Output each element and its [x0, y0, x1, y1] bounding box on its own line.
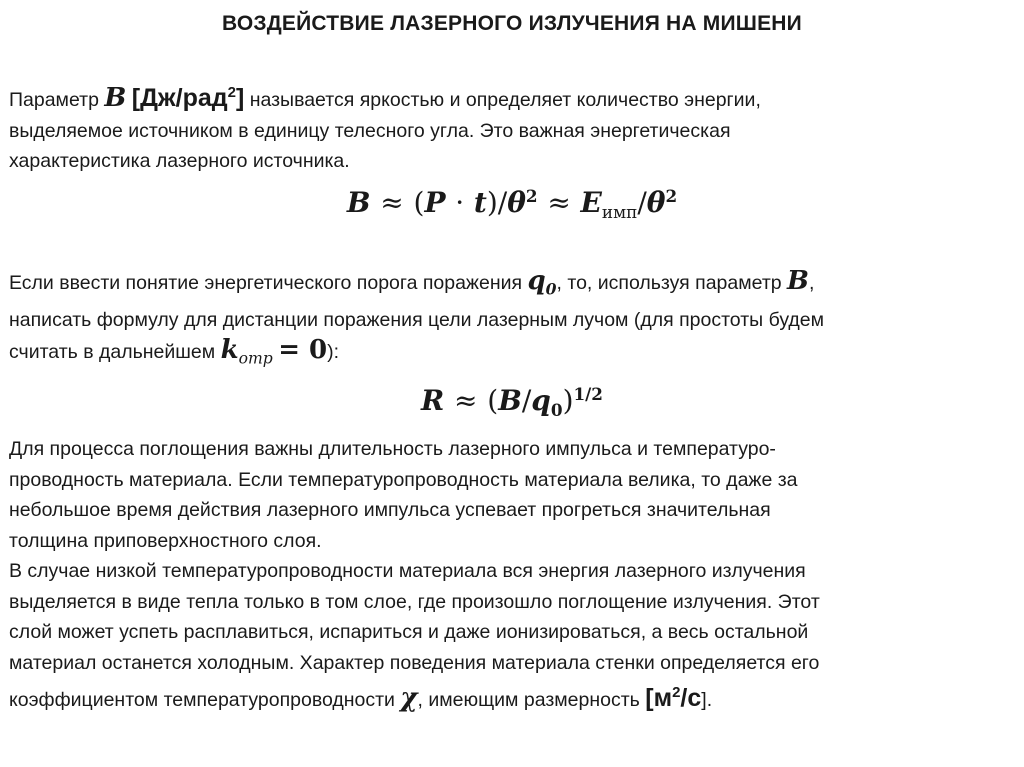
- unit-exponent: 2: [227, 84, 236, 101]
- formula-symbol: P: [424, 186, 446, 220]
- formula-exponent: 1/2: [573, 384, 603, 404]
- text: , то, используя параметр: [556, 272, 782, 294]
- text: называется яркостью и определяет количество энергии,: [249, 89, 761, 111]
- paragraph-line: выделяется в виде тепла только в том слое, где произошло поглощение излучения. Этот: [9, 590, 820, 613]
- formula-symbol: R: [421, 384, 445, 418]
- formula-operator: ≈: [380, 186, 404, 220]
- paragraph-line: характеристика лазерного источника.: [9, 150, 350, 172]
- formula-operator: )/: [486, 186, 508, 220]
- text: ].: [701, 689, 713, 711]
- formula-operator: ≈: [454, 384, 478, 418]
- formula-paren: (: [413, 186, 425, 220]
- formula-paren: ): [562, 384, 574, 418]
- formula-symbol: θ: [507, 186, 526, 220]
- unit-close: /с: [680, 684, 702, 712]
- unit-brightness: [132, 84, 245, 112]
- unit-exponent: 2: [672, 684, 681, 701]
- paragraph-line: [9, 78, 1009, 116]
- formula-equals-zero: = 0: [278, 335, 328, 366]
- symbol-B: B: [787, 266, 810, 296]
- formula-brightness: [0, 186, 1024, 222]
- symbol-subscript: отр: [238, 349, 273, 368]
- symbol-q0: [527, 266, 557, 299]
- formula-symbol: E: [580, 186, 602, 220]
- paragraph-line: проводность материала. Если температуропроводность материала велика, то даже за: [9, 468, 798, 491]
- symbol-k-otr: [220, 335, 273, 368]
- paragraph-absorption: [9, 434, 1009, 716]
- symbol-q: q: [527, 266, 546, 296]
- formula-paren: (: [487, 384, 499, 418]
- paragraph-threshold: [9, 266, 1009, 374]
- formula-exponent: 2: [525, 186, 538, 206]
- paragraph-line: [9, 335, 1009, 374]
- paragraph-line: [9, 266, 1009, 305]
- symbol-k: k: [220, 335, 239, 366]
- formula-symbol: B: [346, 186, 371, 220]
- paragraph-line: слой может успеть расплавиться, испариться и даже ионизироваться, а весь остальной: [9, 621, 809, 643]
- paragraph-line: материал останется холодным. Характер поведения материала стенки определяется его: [9, 651, 820, 674]
- paragraph-line: написать формулу для дистанции поражения цели лазерным лучом (для простоты будем: [9, 308, 825, 331]
- paragraph-line: толщина приповерхностного слоя.: [9, 529, 322, 552]
- formula-symbol: B: [498, 384, 522, 418]
- paragraph-line: небольшое время действия лазерного импульса успевает прогреться значительная: [9, 499, 771, 521]
- formula-subscript: 0: [550, 399, 563, 420]
- symbol-B: B: [104, 83, 127, 113]
- formula-operator: ·: [455, 186, 465, 220]
- unit-open: [м: [645, 684, 673, 712]
- symbol-subscript: 0: [545, 279, 557, 299]
- text: ,: [809, 272, 815, 294]
- formula-symbol: θ: [646, 186, 666, 220]
- text: ):: [327, 341, 340, 364]
- formula-operator: /: [521, 384, 532, 418]
- text: , имеющим размерность: [417, 689, 640, 711]
- formula-operator: /: [637, 186, 647, 220]
- paragraph-brightness: [9, 78, 1009, 177]
- paragraph-line: [9, 678, 1009, 716]
- formula-exponent: 2: [665, 186, 678, 206]
- formula-subscript: имп: [601, 201, 638, 222]
- symbol-chi: χ: [400, 683, 418, 713]
- formula-symbol: t: [473, 186, 487, 220]
- text: Параметр: [9, 89, 99, 111]
- formula-operator: ≈: [547, 186, 571, 220]
- paragraph-line: выделяемое источником в единицу телесного угла. Это важная энергетическая: [9, 119, 731, 142]
- paragraph-line: Для процесса поглощения важны длительность лазерного импульса и температуро-: [9, 438, 776, 460]
- paragraph-line: В случае низкой температуропроводности материала вся энергия лазерного излучения: [9, 560, 806, 582]
- text: Если ввести понятие энергетического порога поражения: [9, 272, 523, 294]
- unit-close: ]: [235, 84, 245, 112]
- slide-title: ВОЗДЕЙСТВИЕ ЛАЗЕРНОГО ИЗЛУЧЕНИЯ НА МИШЕНИ: [222, 12, 802, 35]
- formula-symbol: q: [531, 384, 551, 418]
- formula-distance: [0, 384, 1024, 420]
- unit-diffusivity: [645, 684, 701, 712]
- text: коэффициентом температуропроводности: [9, 689, 395, 711]
- text: считать в дальнейшем: [9, 341, 216, 364]
- unit-open: [Дж/рад: [131, 84, 228, 112]
